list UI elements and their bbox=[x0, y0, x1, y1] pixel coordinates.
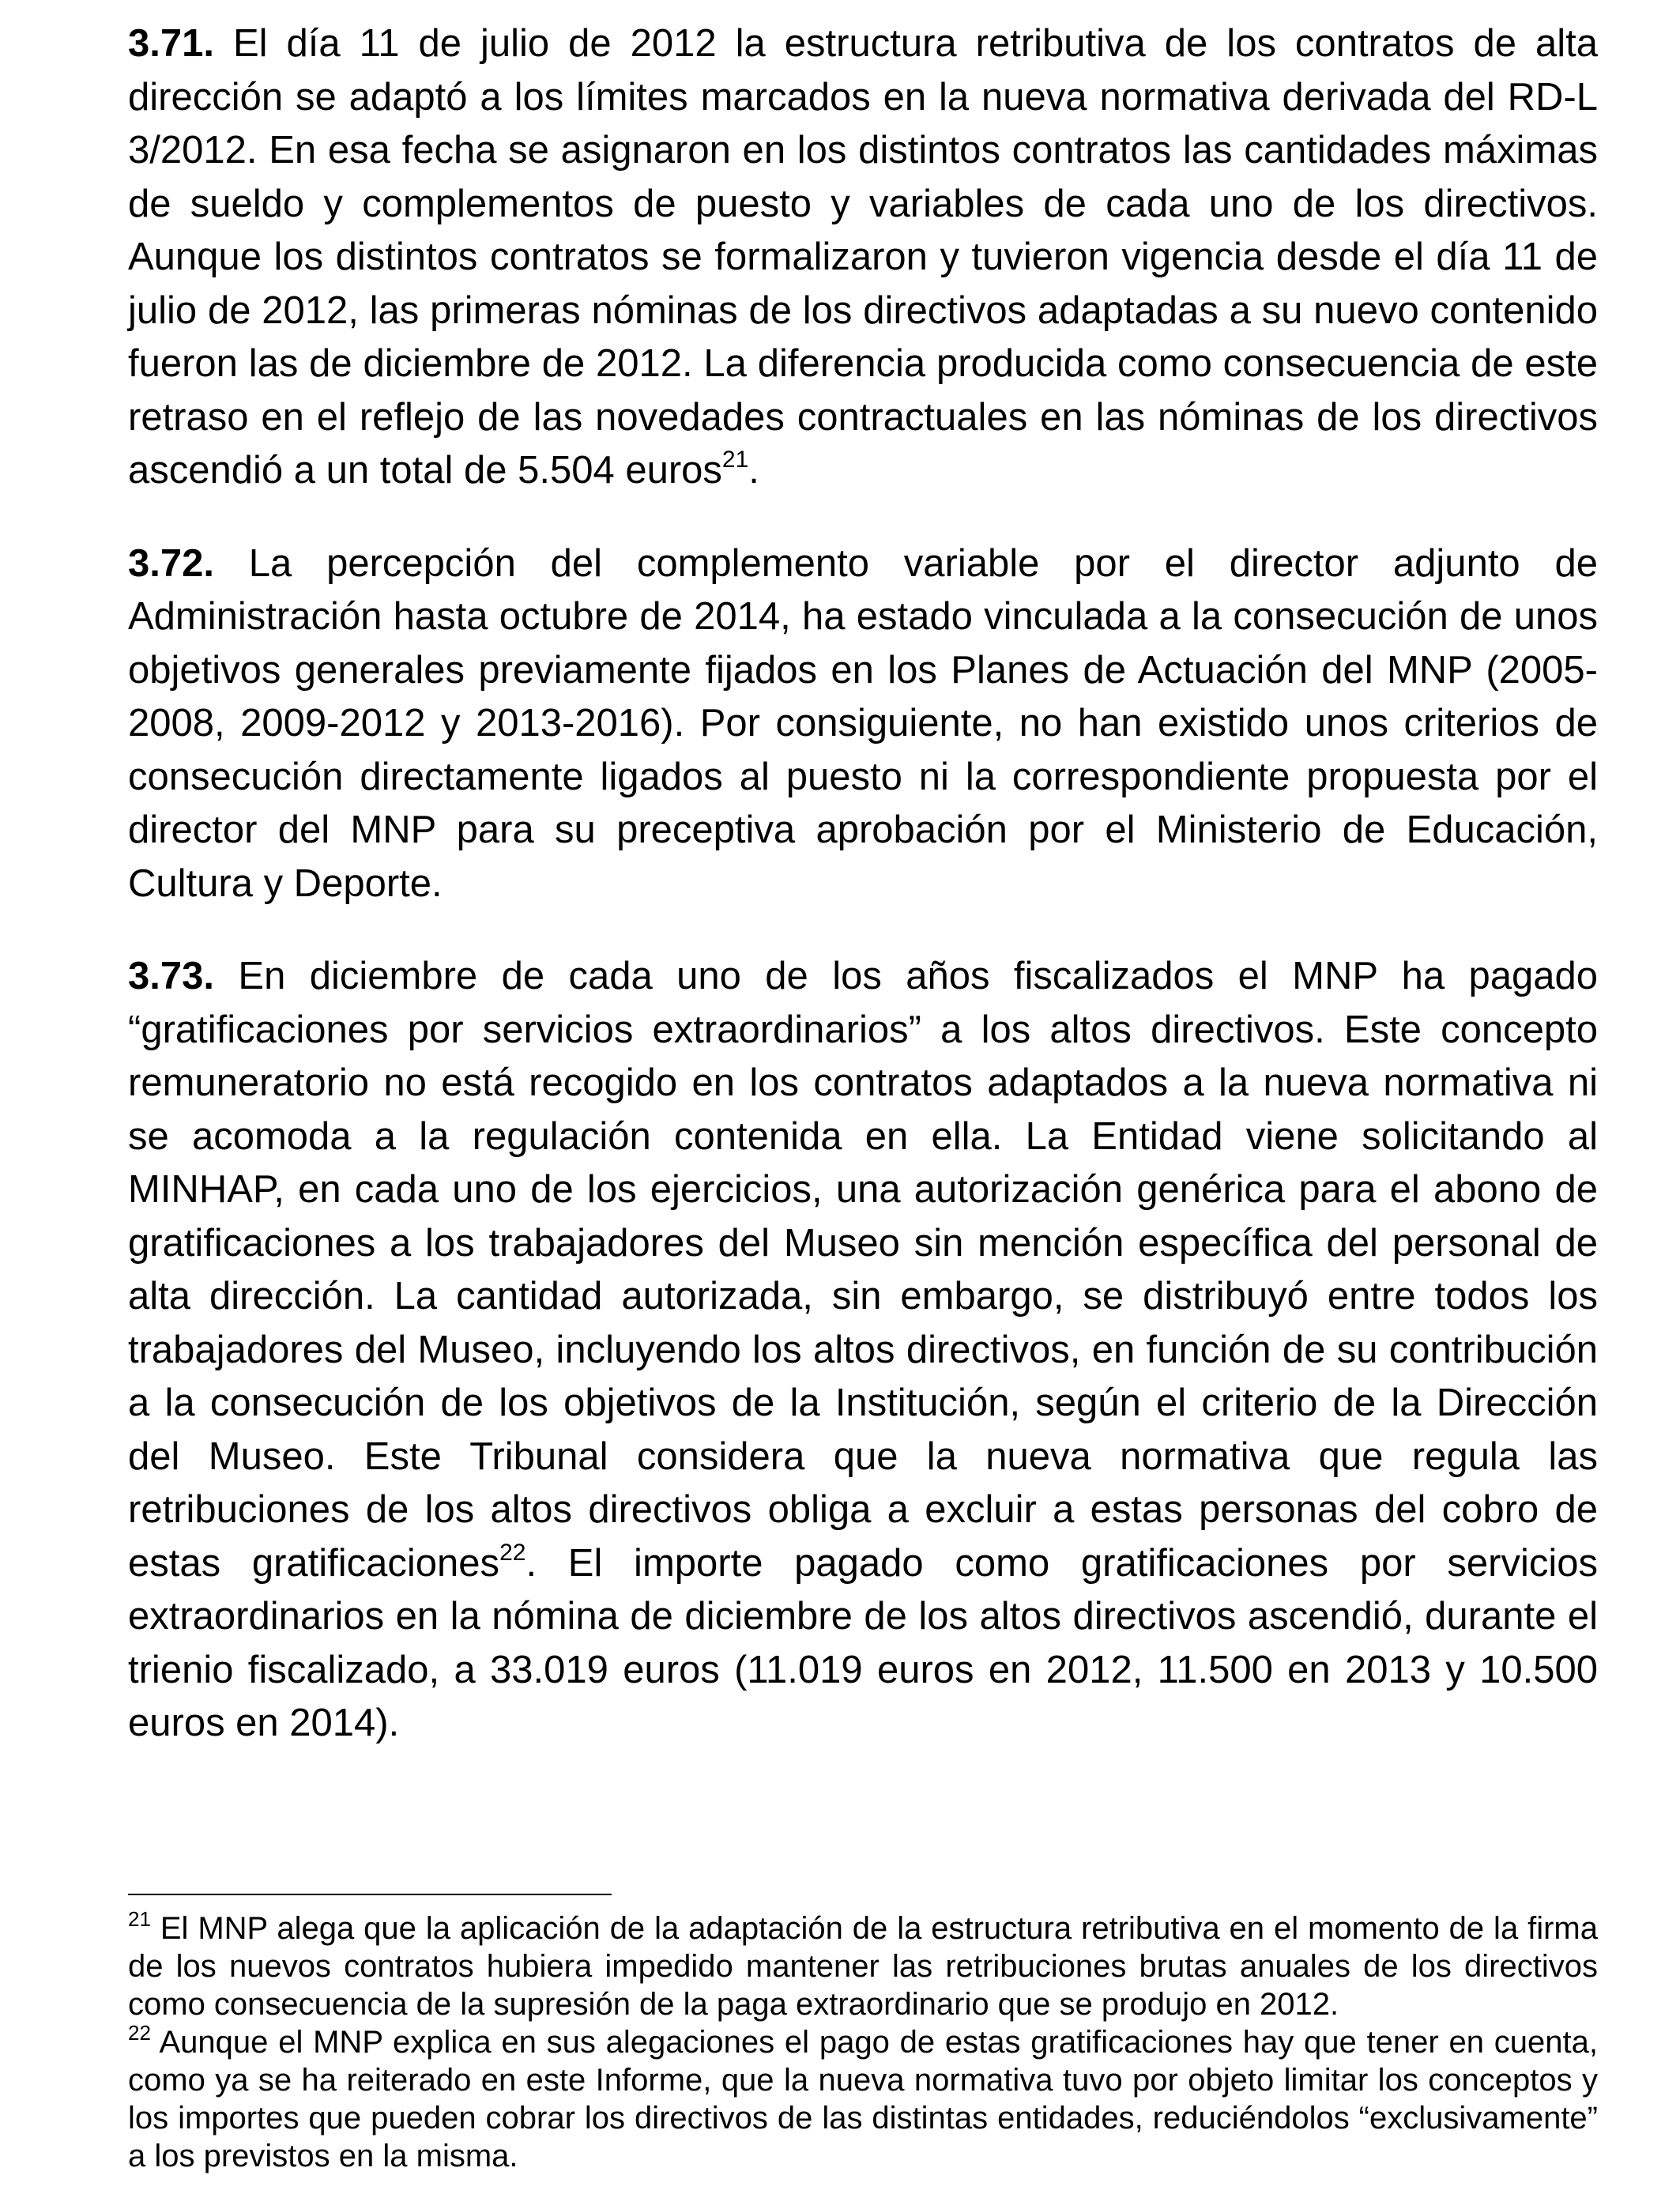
paragraph-text: En diciembre de cada uno de los años fiscalizados el MNP ha pagado “gratificaciones por servicios extraordinarios” a los altos directivos. Este concepto remuneratorio no está recogido en los contratos adaptados a la nueva normativa ni se acomoda a la regulación contenida en ella. La Entidad viene solicitando al MINHAP, en cada uno de los ejercicios, una autorización genérica para el abono de gratificaciones a los trabajadores del Museo sin mención específica del personal de alta dirección. La cantidad autorizada, sin embargo, se distribuyó entre todos los trabajadores del Museo, incluyendo los altos directivos, en función de su contribución a la consecución de los objetivos de la Institución, según el criterio de la Dirección del Museo. Este Tribunal considera que la nueva normativa que regula las retribuciones de los altos directivos obliga a excluir a estas personas del cobro de estas gratificaciones bbox=[128, 955, 1598, 1585]
paragraph-number: 3.71. bbox=[128, 22, 214, 65]
paragraph-number: 3.72. bbox=[128, 541, 214, 585]
paragraph-3-72 bbox=[128, 537, 1598, 911]
paragraph-3-73 bbox=[128, 950, 1598, 1751]
paragraph-text: La percepción del complemento variable por el director adjunto de Administración hasta octubre de 2014, ha estado vinculada a la consecución de unos objetivos generales previamente fijados en los Planes de Actuación del MNP (2005-2008, 2009-2012 y 2013-2016). Por consiguiente, no han existido unos criterios de consecución directamente ligados al puesto ni la correspondiente propuesta por el director del MNP para su preceptiva aprobación por el Ministerio de Educación, Cultura y Deporte. bbox=[128, 541, 1598, 905]
footnote-ref-21[interactable]: 21 bbox=[721, 447, 749, 473]
footnote-number: 22 bbox=[128, 2021, 151, 2045]
paragraph-3-71 bbox=[128, 17, 1598, 498]
footnote-ref-22[interactable]: 22 bbox=[499, 1539, 526, 1566]
footnote-text: El MNP alega que la aplicación de la adaptación de la estructura retributiva en el momento de la firma de los nuevos contratos hubiera impedido mantener las retribuciones brutas anuales de los directivos como consecuencia de la supresión de la paga extraordinario que se produjo en 2012. bbox=[128, 1911, 1598, 2022]
paragraph-text-end: . bbox=[748, 449, 759, 492]
paragraph-number: 3.73. bbox=[128, 955, 214, 997]
document-body bbox=[128, 17, 1598, 1790]
footnote-21 bbox=[128, 1909, 1598, 2023]
paragraph-text: El día 11 de julio de 2012 la estructura retributiva de los contratos de alta dirección se adaptó a los límites marcados en la nueva normativa derivada del RD-L 3/2012. En esa fecha se asignaron en los distintos contratos las cantidades máximas de sueldo y complementos de puesto y variables de cada uno de los directivos. Aunque los distintos contratos se formalizaron y tuvieron vigencia desde el día 11 de julio de 2012, las primeras nóminas de los directivos adaptadas a su nuevo contenido fueron las de diciembre de 2012. La diferencia producida como consecuencia de este retraso en el reflejo de las novedades contractuales en las nóminas de los directivos ascendió a un total de 5.504 euros bbox=[128, 22, 1598, 492]
footnotes bbox=[128, 1909, 1598, 2175]
paragraph-text-end: . El importe pagado como gratificaciones por servicios extraordinarios en la nómina de diciembre de los altos directivos ascendió, durante el trienio fiscalizado, a 33.019 euros (11.019 euros en 2012, 11.500 en 2013 y 10.500 euros en 2014). bbox=[128, 1541, 1598, 1744]
footnote-22 bbox=[128, 2023, 1598, 2175]
footnote-text: Aunque el MNP explica en sus alegaciones el pago de estas gratificaciones hay que tener en cuenta, como ya se ha reiterado en este Informe, que la nueva normativa tuvo por objeto limitar los conceptos y los importes que pueden cobrar los directivos de las distintas entidades, reduciéndolos “exclusivamente” a los previstos en la misma. bbox=[128, 2025, 1598, 2173]
footnote-number: 21 bbox=[128, 1907, 151, 1931]
footnote-separator bbox=[128, 1894, 612, 1895]
